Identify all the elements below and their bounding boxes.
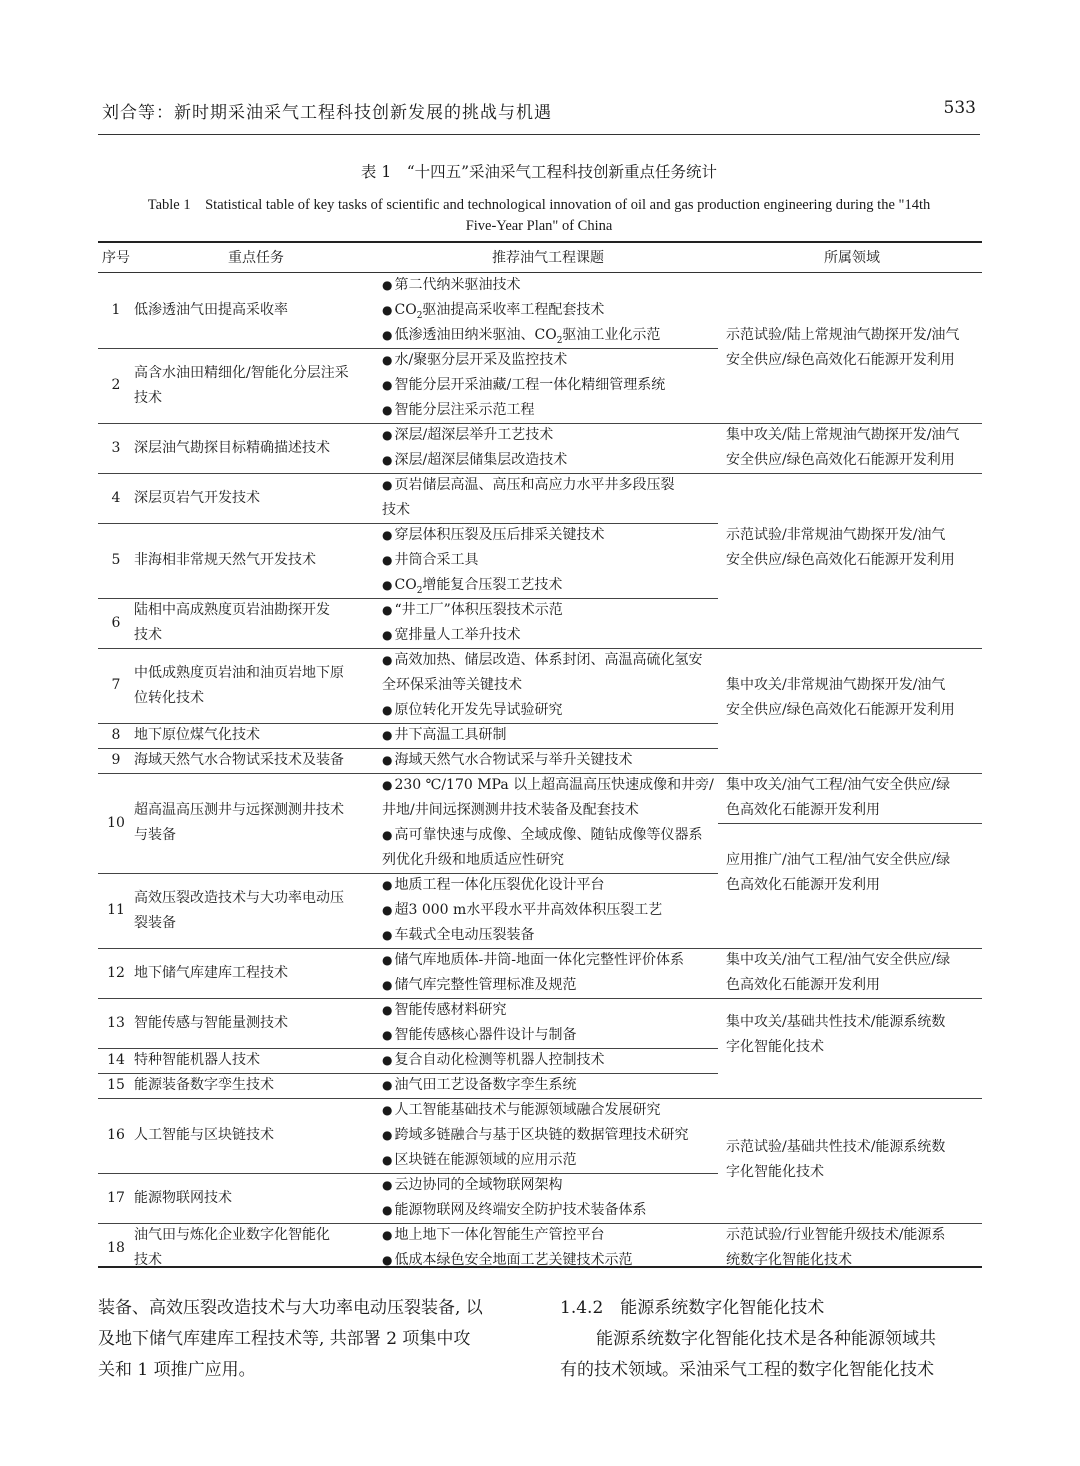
row-number: 13: [107, 1014, 125, 1031]
row-rule: [718, 1223, 982, 1224]
topic-item: 井地/井间远探测测井技术装备及配套技术: [382, 802, 639, 818]
topic-item: 全环保采油等关键技术: [382, 677, 522, 693]
bullet-icon: ●: [382, 628, 393, 642]
bullet-icon: ●: [382, 1053, 393, 1067]
table-caption-en: [98, 195, 980, 237]
task-text: 海域天然气水合物试采技术及装备: [134, 752, 344, 768]
task-text: 超高温高压测井与远探测测井技术: [134, 802, 344, 818]
topic-item: ● 井筒合采工具: [382, 552, 479, 568]
topic-item: ● 能源物联网及终端安全防护技术装备体系: [382, 1202, 647, 1218]
bullet-icon: ●: [382, 1103, 393, 1117]
topic-item: ● 复合自动化检测等机器人控制技术: [382, 1052, 605, 1068]
topic-item: ● 地质工程一体化压裂优化设计平台: [382, 877, 605, 893]
topic-item: ● 水/聚驱分层开采及监控技术: [382, 352, 568, 368]
topic-item: ● 油气田工艺设备数字孪生系统: [382, 1077, 577, 1093]
table-caption-zh: 表 1 “十四五”采油采气工程科技创新重点任务统计: [360, 163, 718, 181]
topic-item: ● 高效加热、储层改造、体系封闭、高温高硫化氢安: [382, 652, 703, 668]
topic-item: ● 跨域多链融合与基于区块链的数据管理技术研究: [382, 1127, 689, 1143]
field-text: 安全供应/绿色高效化石能源开发利用: [726, 702, 955, 718]
topic-item: ● 区块链在能源领域的应用示范: [382, 1152, 577, 1168]
key-tasks-table: [98, 241, 982, 1267]
bullet-icon: ●: [382, 328, 393, 342]
row-number: 4: [111, 489, 121, 506]
section-heading: 1.4.2 能源系统数字化智能化技术: [560, 1298, 825, 1318]
row-rule: [718, 648, 982, 649]
bullet-icon: ●: [382, 1178, 393, 1192]
body-left-line: 装备、高效压裂改造技术与大功率电动压裂装备, 以: [98, 1298, 483, 1318]
task-text: 深层页岩气开发技术: [134, 489, 260, 506]
row-rule: [718, 998, 982, 999]
topic-item: ● 高可靠快速与成像、全域成像、随钻成像等仪器系: [382, 827, 703, 843]
bullet-icon: ●: [382, 978, 393, 992]
topic-item: ● “井工厂”体积压裂技术示范: [382, 602, 563, 618]
row-rule: [718, 773, 982, 774]
task-text: 智能传感与智能量测技术: [134, 1014, 288, 1031]
bullet-icon: ●: [382, 903, 393, 917]
bullet-icon: ●: [382, 1003, 393, 1017]
task-text: 特种智能机器人技术: [134, 1052, 260, 1068]
bullet-icon: ●: [382, 378, 393, 392]
bullet-icon: ●: [382, 303, 393, 317]
row-number: 2: [111, 377, 121, 393]
bullet-icon: ●: [382, 603, 393, 617]
task-text: 能源装备数字孪生技术: [134, 1077, 274, 1093]
topic-item: ● 穿层体积压裂及压后排采关键技术: [382, 527, 605, 543]
bullet-icon: ●: [382, 453, 393, 467]
topic-item: ● 车载式全电动压裂装备: [382, 927, 535, 943]
field-text: 字化智能化技术: [726, 1039, 824, 1055]
field-text: 安全供应/绿色高效化石能源开发利用: [726, 452, 955, 468]
task-text: 高含水油田精细化/智能化分层注采: [134, 364, 349, 381]
table-caption-en-line-1: Table 1 Statistical table of key tasks of scientific and technological innovation of oil and gas production engineering during the "14th: [147, 197, 931, 213]
topic-item: ● 超3 000 m水平段水平井高效体积压裂工艺: [382, 902, 663, 918]
field-text: 集中攻关/非常规油气勘探开发/油气: [726, 677, 946, 693]
bullet-icon: ●: [382, 403, 393, 417]
col-header-no: 序号: [102, 250, 130, 266]
task-text: 地下储气库建库工程技术: [134, 964, 288, 981]
topic-item: ● 低渗透油田纳米驱油、$CO_2$驱油工业化示范: [382, 327, 661, 346]
task-text: 地下原位煤气化技术: [134, 727, 260, 743]
task-text: 技术: [134, 1252, 162, 1268]
row-number: 6: [111, 614, 121, 631]
topic-item: ● 原位转化开发先导试验研究: [382, 702, 563, 718]
bullet-icon: ●: [382, 528, 393, 542]
task-text: 高效压裂改造技术与大功率电动压: [134, 889, 344, 906]
row-number: 11: [107, 902, 125, 918]
body-right-line: 有的技术领域。采油采气工程的数字化智能化技术: [560, 1360, 934, 1380]
task-text: 位转化技术: [134, 689, 204, 706]
bullet-icon: ●: [382, 478, 393, 492]
field-text: 集中攻关/油气工程/油气安全供应/绿: [726, 777, 951, 793]
table-caption-en-line-2: Five-Year Plan" of China: [465, 218, 613, 234]
row-number: 15: [107, 1077, 125, 1093]
bullet-icon: ●: [382, 753, 393, 767]
topic-item: ● 页岩储层高温、高压和高应力水平井多段压裂: [382, 477, 675, 493]
topic-item: ● 海域天然气水合物试采与举升关键技术: [382, 752, 633, 768]
task-text: 非海相非常规天然气开发技术: [134, 552, 316, 568]
topic-item: ● $CO_2$增能复合压裂工艺技术: [382, 577, 563, 596]
topic-item: ● 宽排量人工举升技术: [382, 627, 521, 643]
row-number: 3: [111, 439, 121, 456]
topic-item: 列优化升级和地质适应性研究: [382, 852, 564, 868]
field-text: 安全供应/绿色高效化石能源开发利用: [726, 352, 955, 368]
task-text: 裂装备: [134, 914, 176, 931]
task-text: 人工智能与区块链技术: [134, 1127, 274, 1143]
field-text: 集中攻关/陆上常规油气勘探开发/油气: [726, 427, 960, 443]
bullet-icon: ●: [382, 553, 393, 567]
topic-item: ● 井下高温工具研制: [382, 727, 507, 743]
body-left-line: 关和 1 项推广应用。: [98, 1360, 256, 1380]
topic-item: ● 低成本绿色安全地面工艺关键技术示范: [382, 1252, 633, 1268]
row-number: 16: [107, 1127, 125, 1143]
row-number: 17: [107, 1189, 125, 1206]
row-number: 7: [111, 677, 121, 693]
row-number: 1: [111, 302, 121, 318]
topic-item: ● 深层/超深层举升工艺技术: [382, 427, 554, 443]
topic-item: ● 地上地下一体化智能生产管控平台: [382, 1227, 605, 1243]
bullet-icon: ●: [382, 1253, 393, 1267]
bullet-icon: ●: [382, 728, 393, 742]
running-header: [98, 96, 980, 135]
task-text: 与装备: [134, 827, 176, 843]
bullet-icon: ●: [382, 878, 393, 892]
bullet-icon: ●: [382, 428, 393, 442]
task-text: 技术: [134, 627, 162, 643]
col-header-topics: 推荐油气工程课题: [492, 250, 604, 266]
bullet-icon: ●: [382, 778, 393, 792]
task-text: 技术: [134, 389, 162, 406]
row-number: 10: [107, 814, 125, 831]
bullet-icon: ●: [382, 653, 393, 667]
topic-item: ● $CO_2$驱油提高采收率工程配套技术: [382, 302, 605, 321]
page-number: 533: [943, 98, 976, 118]
topic-item: ● 智能分层开采油藏/工程一体化精细管理系统: [382, 377, 666, 393]
topic-item: ● 储气库完整性管理标准及规范: [382, 977, 577, 993]
row-number: 14: [107, 1052, 125, 1068]
bullet-icon: ●: [382, 353, 393, 367]
field-text: 字化智能化技术: [726, 1164, 824, 1180]
field-text: 统数字化智能化技术: [726, 1252, 852, 1268]
table-top-rule: [98, 241, 982, 243]
topic-item: ● 深层/超深层储集层改造技术: [382, 452, 568, 468]
row-number: 12: [107, 964, 125, 981]
field-text: 色高效化石能源开发利用: [726, 877, 880, 893]
field-text: 集中攻关/基础共性技术/能源系统数: [726, 1014, 946, 1030]
task-text: 油气田与炼化企业数字化智能化: [134, 1227, 330, 1243]
row-rule: [718, 423, 982, 424]
topic-item: ● 第二代纳米驱油技术: [382, 277, 521, 293]
topic-item: ● 230 ℃/170 MPa 以上超高温高压快速成像和井旁/: [382, 777, 714, 793]
body-right-line: 能源系统数字化智能化技术是各种能源领域共: [596, 1329, 936, 1349]
field-text: 安全供应/绿色高效化石能源开发利用: [726, 552, 955, 568]
topic-item: ● 智能传感材料研究: [382, 1002, 507, 1018]
bullet-icon: ●: [382, 928, 393, 942]
bullet-icon: ●: [382, 1078, 393, 1092]
field-text: 色高效化石能源开发利用: [726, 802, 880, 818]
task-text: 低渗透油气田提高采收率: [134, 302, 288, 318]
row-rule: [718, 948, 982, 949]
row-number: 8: [111, 727, 121, 743]
bullet-icon: ●: [382, 1153, 393, 1167]
table-header-rule: [98, 272, 982, 273]
row-number: 5: [111, 552, 121, 568]
field-text: 示范试验/行业智能升级技术/能源系: [726, 1227, 946, 1243]
col-header-task: 重点任务: [228, 250, 284, 266]
topic-item: ● 云边协同的全域物联网架构: [382, 1177, 563, 1193]
bullet-icon: ●: [382, 953, 393, 967]
bullet-icon: ●: [382, 1028, 393, 1042]
topic-item: ● 人工智能基础技术与能源领域融合发展研究: [382, 1102, 661, 1118]
row-number: 9: [111, 752, 121, 768]
task-text: 陆相中高成熟度页岩油勘探开发: [134, 602, 330, 618]
task-text: 能源物联网技术: [134, 1189, 232, 1206]
bullet-icon: ●: [382, 1203, 393, 1217]
body-left-line: 及地下储气库建库工程技术等, 共部署 2 项集中攻: [98, 1329, 471, 1349]
row-number: 18: [107, 1239, 125, 1256]
body-text-left: [98, 1293, 483, 1386]
bullet-icon: ●: [382, 1228, 393, 1242]
field-text: 色高效化石能源开发利用: [726, 977, 880, 993]
bullet-icon: ●: [382, 703, 393, 717]
bullet-icon: ●: [382, 1128, 393, 1142]
task-text: 中低成熟度页岩油和油页岩地下原: [134, 664, 344, 681]
topic-item: ● 智能分层注采示范工程: [382, 402, 535, 418]
field-text: 示范试验/陆上常规油气勘探开发/油气: [726, 327, 960, 343]
field-text: 集中攻关/油气工程/油气安全供应/绿: [726, 952, 951, 968]
field-text: 应用推广/油气工程/油气安全供应/绿: [726, 852, 951, 868]
field-text: 示范试验/基础共性技术/能源系统数: [726, 1139, 946, 1155]
bullet-icon: ●: [382, 828, 393, 842]
bullet-icon: ●: [382, 578, 393, 592]
task-text: 深层油气勘探目标精确描述技术: [134, 439, 330, 456]
row-rule: [718, 473, 982, 474]
topic-item: ● 智能传感核心器件设计与制备: [382, 1027, 577, 1043]
row-rule: [718, 823, 982, 824]
running-title: 刘合等：新时期采油采气工程科技创新发展的挑战与机遇: [102, 103, 552, 123]
col-header-field: 所属领域: [824, 250, 880, 266]
topic-item: ● 储气库地质体-井筒-地面一体化完整性评价体系: [382, 952, 684, 968]
topic-item: 技术: [382, 502, 410, 518]
row-rule: [718, 1098, 982, 1099]
bullet-icon: ●: [382, 278, 393, 292]
body-text-right: [560, 1293, 936, 1386]
field-text: 示范试验/非常规油气勘探开发/油气: [726, 527, 946, 543]
